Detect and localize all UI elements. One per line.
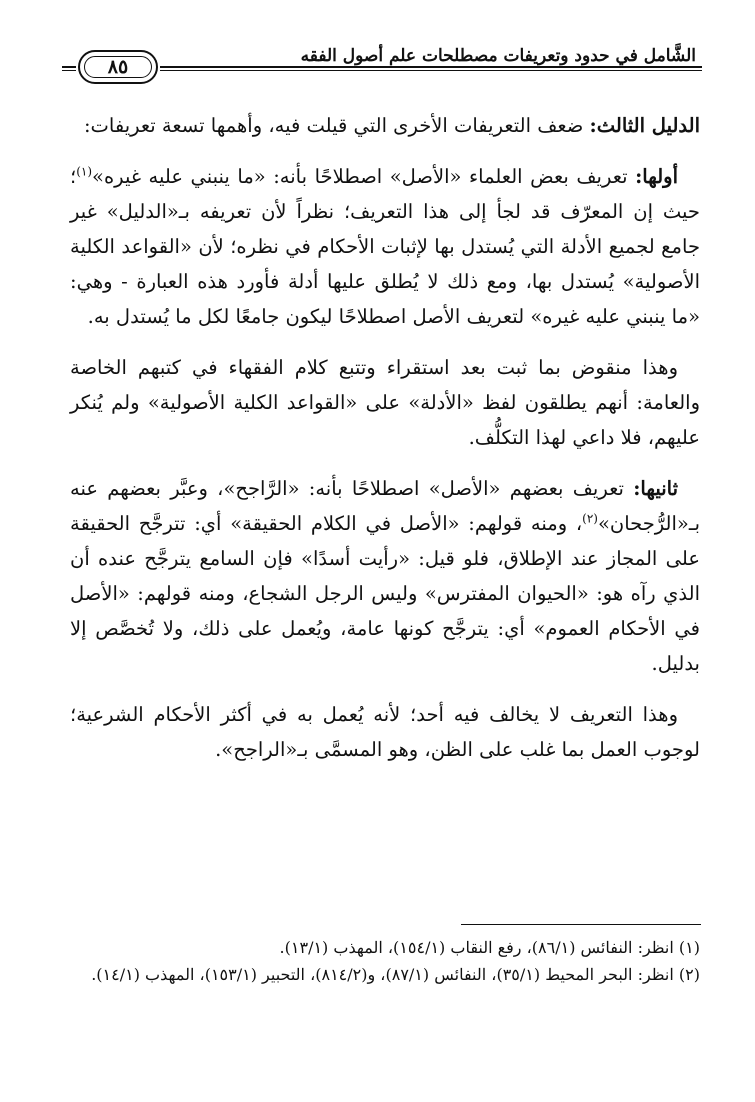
- paragraph-lead: أولها:: [635, 165, 678, 188]
- footnotes: [70, 934, 700, 988]
- paragraph: [70, 350, 700, 455]
- header-rule: [160, 70, 702, 71]
- paragraph: [70, 159, 700, 334]
- footnote: (٢) انظر: البحر المحيط (٣٥/١)، النفائس (٨٧/١)، و(٨١٤/٢)، التحبير (١٥٣/١)، المهذب (١٤/١).: [91, 965, 700, 984]
- header-rule: [62, 66, 76, 68]
- footnote-separator: [461, 924, 701, 925]
- page-number: ٨٥: [107, 56, 129, 78]
- paragraph-text: ضعف التعريفات الأخرى التي قيلت فيه، وأهمها تسعة تعريفات:: [83, 114, 590, 137]
- paragraph-text: تعريف بعضهم «الأصل» اصطلاحًا بأنه: «الرَّاجح»، وعبَّر بعضهم عنه بـ«الرُّجحان»: [70, 477, 700, 535]
- header-rule: [62, 70, 76, 71]
- page-header: [62, 36, 702, 96]
- running-title: الشَّامل في حدود وتعريفات مصطلحات علم أصول الفقه: [300, 46, 696, 66]
- paragraph-text: ، ومنه قولهم: «الأصل في الكلام الحقيقة» أي: تترجَّح الحقيقة على المجاز عند الإطلاق، فلو قيل: «رأيت أسدًا» فإن السامع يترجَّح عنده أن الذي رآه هو: «الحيوان المفترس» وليس الرجل الشجاع، ومنه قولهم: «الأصل في الأحكام العموم» أي: يترجَّح كونها عامة، ويُعمل على ذلك، ولا تُخصَّص إلا بدليل.: [70, 512, 700, 675]
- main-text: [70, 108, 700, 783]
- footnote: (١) انظر: النفائس (٨٦/١)، رفع النقاب (١٥٤/١)، المهذب (١٣/١).: [279, 938, 700, 957]
- footnote-ref[interactable]: (١): [76, 164, 93, 179]
- paragraph-text: وهذا التعريف لا يخالف فيه أحد؛ لأنه يُعمل به في أكثر الأحكام الشرعية؛ لوجوب العمل بما غلب على الظن، وهو المسمَّى بـ«الراجح».: [70, 703, 700, 761]
- paragraph-text: وهذا منقوض بما ثبت بعد استقراء وتتبع كلام الفقهاء في كتبهم الخاصة والعامة: أنهم يطلقون لفظ «الأدلة» على «القواعد الكلية الأصولية» ولم يُنكر عليهم، فلا داعي لهذا التكلُّف.: [70, 356, 700, 449]
- paragraph: [70, 697, 700, 767]
- paragraph-lead: ثانيها:: [633, 477, 678, 500]
- paragraph-lead: الدليل الثالث:: [589, 114, 700, 137]
- paragraph: [70, 108, 700, 143]
- paragraph: [70, 471, 700, 681]
- paragraph-text: ؛ حيث إن المعرّف قد لجأ إلى هذا التعريف؛ نظراً لأن تعريفه بـ«الدليل» غير جامع لجميع الأدلة التي يُستدل بها لإثبات الأحكام في نظره؛ لأن «القواعد الكلية الأصولية» يُستدل بها، ومع ذلك لا يُطلق عليها أدلة فأورد هذه العبارة - وهي: «ما ينبني عليه غيره» لتعريف الأصل اصطلاحًا ليكون جامعًا لكل ما يُستدل به.: [70, 165, 700, 328]
- header-rule: [160, 66, 702, 68]
- footnote-ref[interactable]: (٢): [582, 511, 598, 526]
- page-number-frame: [78, 50, 158, 84]
- paragraph-text: تعريف بعض العلماء «الأصل» اصطلاحًا بأنه: «ما ينبني عليه غيره»: [92, 165, 636, 188]
